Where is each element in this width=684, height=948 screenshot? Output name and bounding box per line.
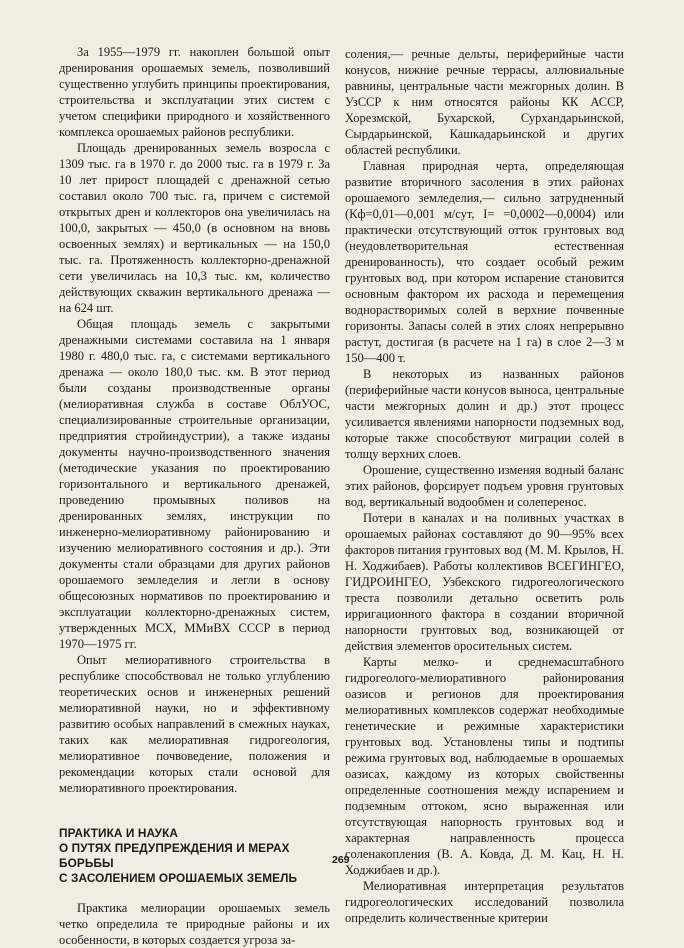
paragraph: В некоторых из названных районов (периферийные части конусов выноса, центральные части межгорных долин и др.) этот процесс усиливается явлениями напорности подземных вод, которые также способствуют миграции солей в толщу верхних слоев. [345, 367, 624, 461]
section-heading-line: ПРАКТИКА И НАУКА [59, 826, 179, 840]
paragraph: Площадь дренированных земель возросла с 1309 тыс. га в 1970 г. до 2000 тыс. га в 1979 г. За 10 лет прирост площадей с дренажной сетью составил около 700 тыс. га, причем с системой открытых дрен и коллекторов она увеличилась на 100,0, закрытых — 450,0 (в основном на вновь освоенных землях) и вертикальных — на 150,0 тыс. га. Протяженность коллекторно-дренажной сети увеличилась на 10,3 тыс. км, количество действующих скважин вертикального дренажа — на 624 шт. [59, 141, 330, 315]
right-column [345, 46, 624, 926]
paragraph: Практика мелиорации орошаемых земель четко определила те природные районы и их особенности, в которых создается угроза за- [59, 901, 330, 947]
paragraph: Карты мелко- и среднемасштабного гидрогеолого-мелиоративного районирования оазисов и регионов для проектирования мелиоративных комплексов содержат необходимые генетические и режимные характеристики грунтовых вод. Установлены типы и подтипы режима грунтовых вод, наблюдаемые в орошаемых оазисах, каждому из которых свойственны определенные соотношения между испарением и подземным оттоком, ясно выраженная или отсутствующая напорность грунтовых вод и характерная направленность процесса соленакопления (В. А. Ковда, Д. М. Кац, Н. Н. Ходжибаев и др.). [345, 655, 624, 877]
paragraph: Опыт мелиоративного строительства в республике способствовал не только углублению теоретических основ и инженерных решений мелиоративной науки, но и эффективному развитию особых направлений в смежных науках, таких как мелиоративная гидрогеология, мелиоративное почвоведение, положения и рекомендации которых стали основой для мелиоративного проектирования. [59, 653, 330, 795]
paragraph: Общая площадь земель с закрытыми дренажными системами составила на 1 января 1980 г. 480,0 тыс. га, с системами вертикального дренажа — около 180,0 тыс. км. В этот период были созданы производственные органы (мелиоративная служба в составе ОблУОС, специализированные строительные организации, предприятия стройиндустрии), а также изданы документы научно-производственного значения (методические указания по проектированию горизонтального и вертикального дренажей, проведению промывных поливов на дренированных землях, инструкции по инженерно-мелиоративному районированию и изучению мелиоративного состояния и др.). Эти документы стали образцами для других районов орошаемого земледелия и легли в основу общесоюзных нормативов по проектированию и эксплуатации коллекторно-дренажных систем, утвержденных МСХ, ММиВХ СССР в период 1970—1975 гг. [59, 317, 330, 651]
section-heading-line: С ЗАСОЛЕНИЕМ ОРОШАЕМЫХ ЗЕМЕЛЬ [59, 871, 298, 885]
paragraph: Орошение, существенно изменяя водный баланс этих районов, форсирует подъем уровня грунтовых вод, вертикальный водообмен и солеперенос. [345, 463, 624, 509]
paragraph-continuation: соления,— речные дельты, периферийные части конусов, нижние речные террасы, аллювиальные равнины, центральные части межгорных долин. В УзССР к ним относятся районы КК АССР, Хорезмской, Бухарской, Сурхандарьинской, Сырдарьинской, Кашкадарьинской и других областей республики. [345, 47, 624, 157]
section-heading-line: О ПУТЯХ ПРЕДУПРЕЖДЕНИЯ И МЕРАХ БОРЬБЫ [59, 841, 290, 870]
paragraph: Мелиоративная интерпретация результатов гидрогеологических исследований позволила определить количественные критерии [345, 879, 624, 925]
paragraph: Потери в каналах и на поливных участках в орошаемых районах составляют до 90—95% всех факторов питания грунтовых вод (М. М. Крылов, Н. Н. Ходжибаев). Работы коллективов ВСЕГИНГЕО, ГИДРОИНГЕО, Узбекского гидрогеологического треста позволили детально осветить роль ирригационного фактора в создании вторичной напорности грунтовых вод, возникающей от действия элементов оросительных систем. [345, 511, 624, 653]
page-number: 269 [332, 854, 350, 866]
section-heading [59, 826, 330, 886]
paragraph: За 1955—1979 гг. накоплен большой опыт дренирования орошаемых земель, позволивший существенно углубить принципы проектирования, строительства и эксплуатации этих систем с учетом специфики природного и хозяйственного комплекса орошаемых районов республики. [59, 45, 330, 139]
left-column [59, 44, 330, 948]
paragraph: Главная природная черта, определяющая развитие вторичного засоления в этих районах орошаемого земледелия,— сильно затрудненный (Кф=0,01—0,001 м/сут, I= =0,0002—0,0004) или практически отсутствующий отток грунтовых вод (неудовлетворительная естественная дренированность), что создает особый режим грунтовых вод, при котором испарение становится основным фактором их расхода и перемещения воднорастворимых солей в верхние почвенные горизонты. Запасы солей в этих слоях непрерывно растут, достигая (в расчете на 1 га) в слое 2—3 м 150—400 т. [345, 159, 624, 365]
